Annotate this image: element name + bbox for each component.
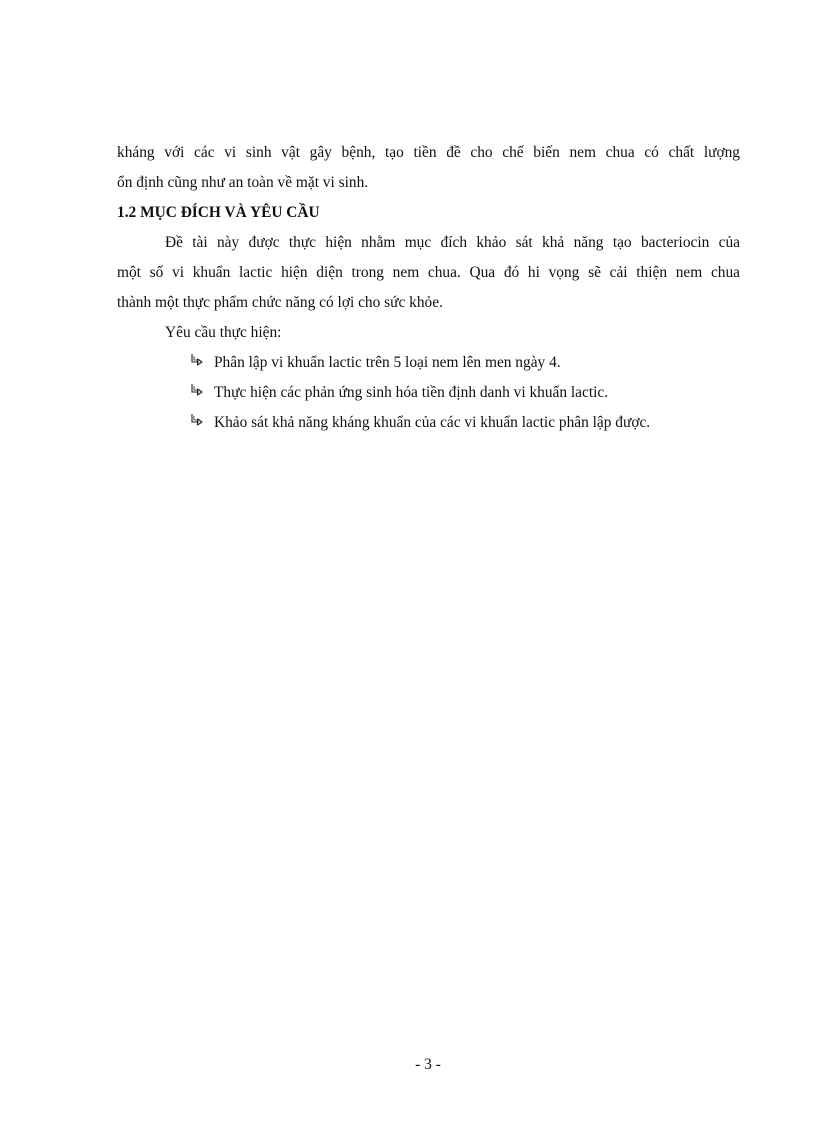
paragraph-line: một số vi khuẩn lactic hiện diện trong nem chua. Qua đó hi vọng sẽ cải thiện nem chua <box>117 264 740 281</box>
requirement-item <box>189 413 650 433</box>
requirement-text: Phân lập vi khuẩn lactic trên 5 loại nem lên men ngày 4. <box>214 354 561 371</box>
arrow-bullet-icon <box>189 353 205 369</box>
requirements-label: Yêu cầu thực hiện: <box>165 324 282 341</box>
requirement-text: Khảo sát khả năng kháng khuẩn của các vi khuẩn lactic phân lập được. <box>214 414 651 431</box>
section-heading: 1.2 MỤC ĐÍCH VÀ YÊU CẦU <box>117 204 320 221</box>
paragraph-line: Đề tài này được thực hiện nhằm mục đích khảo sát khả năng tạo bacteriocin của <box>165 234 740 251</box>
arrow-bullet-icon <box>189 413 205 429</box>
paragraph-line: ổn định cũng như an toàn về mặt vi sinh. <box>117 174 369 191</box>
requirement-item <box>189 353 561 373</box>
requirement-text: Thực hiện các phản ứng sinh hóa tiền định danh vi khuẩn lactic. <box>214 384 609 401</box>
arrow-bullet-icon <box>189 383 205 399</box>
paragraph-line: thành một thực phẩm chức năng có lợi cho sức khỏe. <box>117 294 443 311</box>
requirement-item <box>189 383 608 403</box>
page-number: - 3 - <box>415 1056 441 1073</box>
paragraph-line: kháng với các vi sinh vật gây bệnh, tạo tiền đề cho chế biến nem chua có chất lượng <box>117 144 740 161</box>
